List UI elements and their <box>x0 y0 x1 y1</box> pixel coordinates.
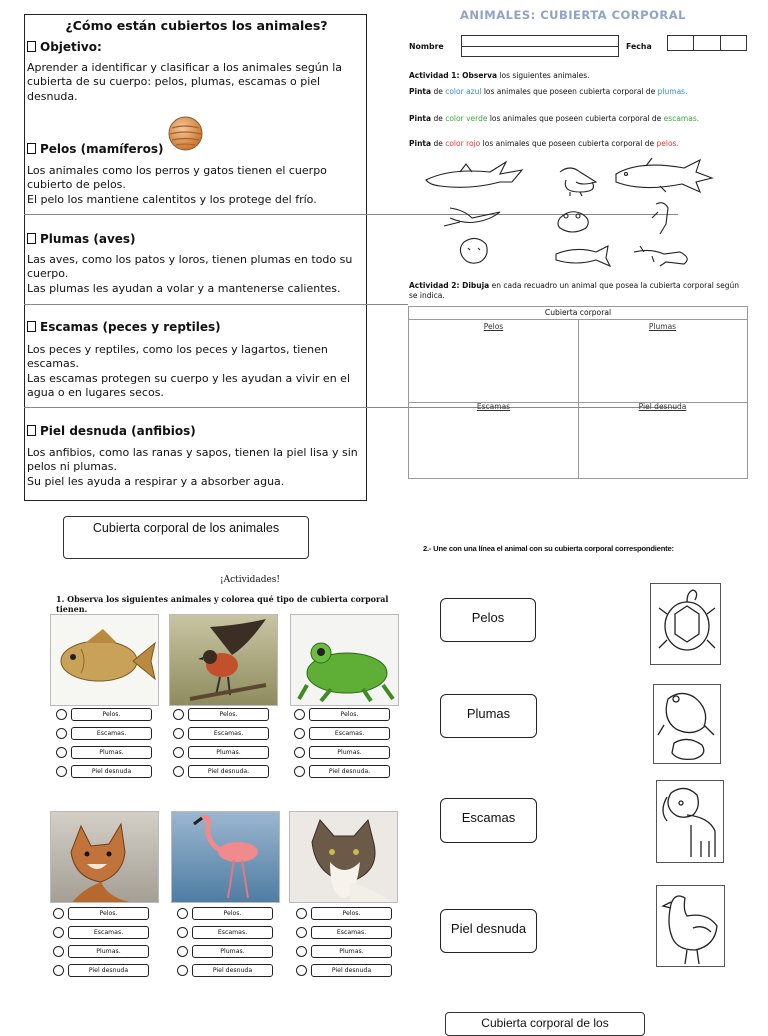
option-label[interactable]: Plumas. <box>71 746 152 759</box>
option-label[interactable]: Piel desnuda <box>192 964 273 977</box>
activity-2-text: Actividad 2: Dibuja en cada recuadro un animal que posea la cubierta corporal según se indica. <box>409 281 740 300</box>
cell-piel-desnuda[interactable]: Piel desnuda <box>638 402 687 411</box>
option-label[interactable]: Piel desnuda <box>68 964 149 977</box>
section-heading-escamas: Escamas (peces y reptiles) <box>27 320 221 334</box>
option-label[interactable]: Escamas. <box>188 727 269 740</box>
option-label[interactable]: Plumas. <box>311 945 392 958</box>
fur-ball-icon <box>168 116 203 151</box>
flying-bird-drawing-icon <box>444 208 500 226</box>
fecha-field[interactable] <box>667 35 747 51</box>
option-label[interactable]: Escamas. <box>311 926 392 939</box>
option-radio[interactable] <box>56 728 67 739</box>
match-label-pelos[interactable]: Pelos <box>440 598 536 642</box>
nombre-field-line <box>461 46 619 57</box>
cell-pelos[interactable]: Pelos <box>483 322 504 331</box>
option-label[interactable]: Pelos. <box>309 708 390 721</box>
pinta-azul-text: Pinta de color azul los animales que poseen cubierta corporal de plumas. <box>409 87 688 96</box>
section-text-piel: Los anfibios, como las ranas y sapos, tienen la piel lisa y sin pelos ni plumas. Su piel les ayuda a respirar y a absorber agua. <box>27 446 358 488</box>
option-label[interactable]: Plumas. <box>309 746 390 759</box>
section-text-plumas: Las aves, como los patos y loros, tienen plumas en todo su cuerpo. Las plumas les ayudan a volar y a mantenerse calientes. <box>27 253 353 295</box>
option-label[interactable]: Plumas. <box>68 945 149 958</box>
hen-drawing-icon[interactable] <box>656 885 725 967</box>
cubierta-table <box>408 306 748 479</box>
option-label[interactable]: Piel desnuda <box>311 964 392 977</box>
section-heading-piel: Piel desnuda (anfibios) <box>27 424 196 438</box>
option-radio[interactable] <box>296 927 307 938</box>
option-label[interactable]: Piel desnuda. <box>309 765 390 778</box>
divider <box>24 304 408 305</box>
option-radio[interactable] <box>53 946 64 957</box>
option-radio[interactable] <box>294 747 305 758</box>
option-radio[interactable] <box>53 908 64 919</box>
worksheet-title: ANIMALES: CUBIERTA CORPORAL <box>460 8 686 22</box>
activities-heading: ¡Actividades! <box>219 575 281 585</box>
option-radio[interactable] <box>56 709 67 720</box>
info-card <box>24 14 367 501</box>
option-label[interactable]: Pelos. <box>71 708 152 721</box>
turtle-drawing-icon[interactable] <box>650 583 721 665</box>
option-radio[interactable] <box>56 747 67 758</box>
activity-1-text: Actividad 1: Observa los siguientes animales. <box>409 71 590 80</box>
option-radio[interactable] <box>294 728 305 739</box>
caption-box: Cubierta corporal de los animales <box>63 516 309 559</box>
option-label[interactable]: Plumas. <box>192 945 273 958</box>
option-label[interactable]: Escamas. <box>309 727 390 740</box>
fish-drawing-icon <box>556 246 610 266</box>
option-radio[interactable] <box>296 965 307 976</box>
frog-photo <box>290 614 399 706</box>
section-text-escamas: Los peces y reptiles, como los peces y lagartos, tienen escamas. Las escamas protegen su cuerpo y les ayudan a vivir en el agua o en lugares secos. <box>27 343 350 400</box>
option-radio[interactable] <box>296 908 307 919</box>
option-label[interactable]: Piel desnuda. <box>188 765 269 778</box>
dog-drawing-icon[interactable] <box>656 780 724 863</box>
match-label-plumas[interactable]: Plumas <box>440 694 537 738</box>
match-instruction: 2.- Une con una línea el animal con su cubierta corporal correspondiente: <box>423 544 674 553</box>
toad-drawing-icon <box>460 238 487 263</box>
cell-plumas[interactable]: Plumas <box>648 322 677 331</box>
section-heading-plumas: Plumas (aves) <box>27 232 136 246</box>
section-text-pelos: Los animales como los perros y gatos tienen el cuerpo cubierto de pelos. El pelo los mantiene calentitos y los protege del frío. <box>27 164 327 206</box>
frog-drawing-icon <box>558 212 588 232</box>
option-label[interactable]: Plumas. <box>188 746 269 759</box>
option-radio[interactable] <box>173 728 184 739</box>
option-radio[interactable] <box>177 908 188 919</box>
frog-drawing-icon[interactable] <box>653 684 721 764</box>
shark-drawing-icon <box>426 162 522 187</box>
option-label[interactable]: Pelos. <box>311 907 392 920</box>
option-label[interactable]: Piel desnuda <box>71 765 152 778</box>
option-label[interactable]: Escamas. <box>71 727 152 740</box>
bird-photo <box>169 614 278 706</box>
match-label-escamas[interactable]: Escamas <box>440 798 537 843</box>
option-radio[interactable] <box>177 965 188 976</box>
option-radio[interactable] <box>173 766 184 777</box>
option-radio[interactable] <box>296 946 307 957</box>
cell-escamas[interactable]: Escamas <box>476 402 511 411</box>
pelican-drawing-icon <box>560 168 596 196</box>
option-radio[interactable] <box>53 965 64 976</box>
animal-line-drawings <box>420 152 730 274</box>
checkbox-glyph-icon <box>27 143 36 154</box>
fox-photo <box>50 811 159 903</box>
tuna-drawing-icon <box>616 158 712 192</box>
option-radio[interactable] <box>177 946 188 957</box>
nombre-label: Nombre <box>409 42 444 51</box>
card-title: ¿Cómo están cubiertos los animales? <box>65 18 328 33</box>
option-radio[interactable] <box>173 747 184 758</box>
flamingo-photo <box>171 811 280 903</box>
fish-photo <box>50 614 159 706</box>
option-label[interactable]: Pelos. <box>188 708 269 721</box>
checkbox-glyph-icon <box>27 233 36 244</box>
fecha-label: Fecha <box>626 42 652 51</box>
pinta-verde-text: Pinta de color verde los animales que poseen cubierta corporal de escamas. <box>409 114 700 123</box>
option-label[interactable]: Pelos. <box>192 907 273 920</box>
section-heading-pelos: Pelos (mamíferos) <box>27 142 163 156</box>
checkbox-glyph-icon <box>27 321 36 332</box>
table-title: Cubierta corporal <box>409 307 747 320</box>
lizard-drawing-icon <box>634 246 687 266</box>
option-label[interactable]: Pelos. <box>68 907 149 920</box>
checkbox-glyph-icon <box>27 425 36 436</box>
option-radio[interactable] <box>56 766 67 777</box>
cat-photo <box>289 811 398 903</box>
objective-text: Aprender a identificar y clasificar a los animales según la cubierta de su cuerpo: pelos, plumas, escamas o piel desnuda. <box>27 61 343 103</box>
option-radio[interactable] <box>177 927 188 938</box>
option-radio[interactable] <box>294 709 305 720</box>
option-label[interactable]: Escamas. <box>192 926 273 939</box>
option-radio[interactable] <box>173 709 184 720</box>
bottom-caption-box: Cubierta corporal de los <box>445 1012 645 1036</box>
activities-instruction: 1. Observa los siguientes animales y colorea qué tipo de cubierta corporal tienen. <box>56 594 389 614</box>
pinta-rojo-text: Pinta de color rojo los animales que poseen cubierta corporal de pelos. <box>409 139 679 148</box>
parrot-drawing-icon <box>652 203 668 234</box>
objective-heading: Objetivo: <box>27 40 102 54</box>
option-label[interactable]: Escamas. <box>68 926 149 939</box>
option-radio[interactable] <box>53 927 64 938</box>
option-radio[interactable] <box>294 766 305 777</box>
checkbox-glyph-icon <box>27 41 36 52</box>
match-label-piel-desnuda[interactable]: Piel desnuda <box>440 909 537 953</box>
